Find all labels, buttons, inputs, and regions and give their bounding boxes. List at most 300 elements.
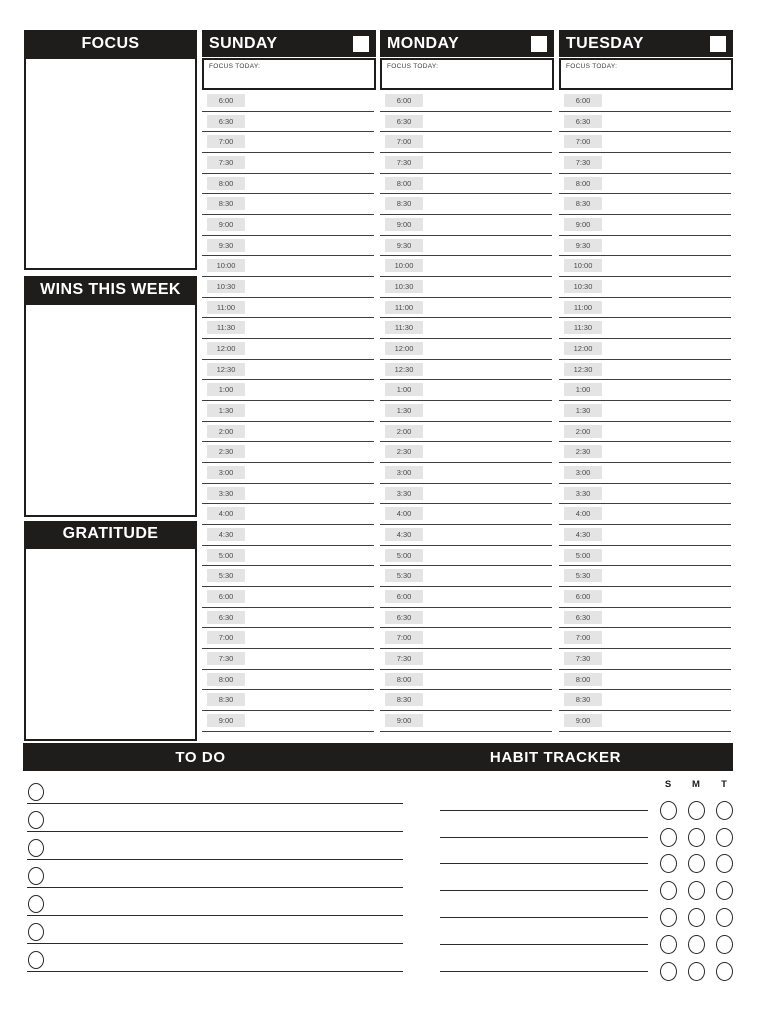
time-slot-line[interactable] bbox=[202, 317, 374, 318]
time-slot-line[interactable] bbox=[380, 586, 552, 587]
time-slot-line[interactable] bbox=[202, 152, 374, 153]
sunday-header bbox=[202, 30, 376, 57]
todo-checkbox-circle-icon[interactable] bbox=[28, 923, 44, 941]
time-slot-line[interactable] bbox=[559, 689, 731, 690]
time-slot-row bbox=[202, 485, 376, 506]
time-slot-line[interactable] bbox=[559, 379, 731, 380]
habit-row bbox=[440, 851, 738, 878]
time-slot-row bbox=[380, 671, 554, 692]
focus-section-title: FOCUS bbox=[81, 34, 140, 52]
focus-section-header bbox=[24, 30, 197, 57]
habit-entry-line[interactable] bbox=[440, 944, 648, 945]
sunday-title: SUNDAY bbox=[209, 34, 278, 52]
habit-checkbox-circle-icon[interactable] bbox=[688, 935, 705, 954]
time-label-chip: 1:30 bbox=[564, 404, 602, 417]
time-slot-line[interactable] bbox=[559, 173, 731, 174]
time-slot-row bbox=[380, 381, 554, 402]
habit-checkbox-circle-icon[interactable] bbox=[688, 962, 705, 981]
time-slot-row bbox=[559, 299, 733, 320]
time-slot-row bbox=[202, 216, 376, 237]
time-slot-row bbox=[202, 175, 376, 196]
time-slot-line[interactable] bbox=[559, 359, 731, 360]
habit-checkbox-circle-icon[interactable] bbox=[688, 881, 705, 900]
time-label-chip: 11:30 bbox=[385, 321, 423, 334]
time-slot-line[interactable] bbox=[380, 276, 552, 277]
time-slot-row bbox=[380, 195, 554, 216]
time-label-chip: 4:00 bbox=[564, 507, 602, 520]
time-label-chip: 1:00 bbox=[207, 383, 245, 396]
time-slot-line[interactable] bbox=[559, 111, 731, 112]
time-slot-row bbox=[202, 113, 376, 134]
habit-circle-slot bbox=[654, 935, 682, 954]
monday-schedule bbox=[380, 92, 554, 733]
time-slot-line[interactable] bbox=[380, 173, 552, 174]
tuesday-title: TUESDAY bbox=[566, 34, 644, 52]
time-slot-row bbox=[559, 464, 733, 485]
time-label-chip: 6:00 bbox=[564, 94, 602, 107]
time-slot-row bbox=[559, 526, 733, 547]
time-slot-row bbox=[559, 361, 733, 382]
time-slot-row bbox=[559, 609, 733, 630]
time-slot-line[interactable] bbox=[202, 462, 374, 463]
habit-row bbox=[440, 824, 738, 851]
time-slot-row bbox=[202, 650, 376, 671]
time-slot-row bbox=[202, 319, 376, 340]
time-slot-line[interactable] bbox=[559, 648, 731, 649]
time-slot-row bbox=[380, 133, 554, 154]
time-slot-row bbox=[380, 712, 554, 733]
todo-checkbox-circle-icon[interactable] bbox=[28, 839, 44, 857]
time-slot-line[interactable] bbox=[559, 483, 731, 484]
time-slot-line[interactable] bbox=[559, 565, 731, 566]
habit-circle-slot bbox=[710, 801, 738, 820]
time-label-chip: 12:00 bbox=[385, 342, 423, 355]
habit-day-letter: S bbox=[664, 778, 672, 790]
time-label-chip: 10:30 bbox=[207, 280, 245, 293]
time-slot-line[interactable] bbox=[202, 214, 374, 215]
time-label-chip: 7:30 bbox=[385, 156, 423, 169]
time-label-chip: 5:30 bbox=[564, 569, 602, 582]
time-label-chip: 2:00 bbox=[564, 425, 602, 438]
tuesday-checkbox-icon[interactable] bbox=[710, 36, 726, 52]
time-slot-line[interactable] bbox=[202, 669, 374, 670]
habit-checkbox-circle-icon[interactable] bbox=[716, 854, 733, 873]
time-slot-line[interactable] bbox=[380, 462, 552, 463]
time-label-chip: 1:00 bbox=[385, 383, 423, 396]
day-column-tuesday bbox=[559, 30, 733, 733]
time-slot-line[interactable] bbox=[202, 255, 374, 256]
time-label-chip: 8:00 bbox=[385, 673, 423, 686]
time-slot-line[interactable] bbox=[202, 193, 374, 194]
time-slot-line[interactable] bbox=[559, 297, 731, 298]
time-slot-line[interactable] bbox=[202, 111, 374, 112]
time-slot-row bbox=[202, 195, 376, 216]
time-slot-line[interactable] bbox=[202, 607, 374, 608]
time-label-chip: 2:00 bbox=[385, 425, 423, 438]
time-slot-row bbox=[202, 712, 376, 733]
time-slot-line[interactable] bbox=[380, 483, 552, 484]
habit-circle-slot bbox=[682, 908, 710, 927]
time-label-chip: 6:30 bbox=[385, 611, 423, 624]
time-label-chip: 6:00 bbox=[385, 94, 423, 107]
time-slot-line[interactable] bbox=[380, 338, 552, 339]
time-slot-row bbox=[380, 361, 554, 382]
focus-notes-area[interactable] bbox=[24, 57, 197, 270]
time-slot-line[interactable] bbox=[380, 689, 552, 690]
habit-checkbox-circle-icon[interactable] bbox=[716, 801, 733, 820]
time-label-chip: 9:30 bbox=[385, 239, 423, 252]
time-slot-line[interactable] bbox=[380, 627, 552, 628]
habit-circle-slot bbox=[654, 908, 682, 927]
monday-header bbox=[380, 30, 554, 57]
time-slot-line[interactable] bbox=[380, 317, 552, 318]
time-label-chip: 3:30 bbox=[564, 487, 602, 500]
habit-day-headers bbox=[440, 777, 738, 791]
time-slot-line[interactable] bbox=[559, 317, 731, 318]
habit-rows bbox=[440, 797, 738, 985]
time-slot-row bbox=[202, 505, 376, 526]
time-label-chip: 7:00 bbox=[385, 135, 423, 148]
habit-checkbox-circle-icon[interactable] bbox=[688, 908, 705, 927]
habit-checkbox-circle-icon[interactable] bbox=[660, 854, 677, 873]
time-label-chip: 8:00 bbox=[207, 673, 245, 686]
time-label-chip: 2:30 bbox=[207, 445, 245, 458]
todo-row bbox=[25, 888, 403, 916]
time-slot-line[interactable] bbox=[559, 545, 731, 546]
time-slot-row bbox=[380, 629, 554, 650]
todo-checkbox-circle-icon[interactable] bbox=[28, 811, 44, 829]
sunday-focus-today-field[interactable] bbox=[202, 58, 376, 90]
time-slot-line[interactable] bbox=[559, 441, 731, 442]
tuesday-focus-today-field[interactable] bbox=[559, 58, 733, 90]
time-slot-row bbox=[202, 567, 376, 588]
habit-checkbox-circle-icon[interactable] bbox=[660, 801, 677, 820]
time-label-chip: 8:00 bbox=[564, 177, 602, 190]
todo-list bbox=[25, 776, 403, 972]
tuesday-focus-today-label: FOCUS TODAY: bbox=[566, 63, 618, 70]
time-label-chip: 9:00 bbox=[207, 218, 245, 231]
habit-circle-slot bbox=[682, 935, 710, 954]
habit-circle-slot bbox=[654, 962, 682, 981]
todo-checkbox-circle-icon[interactable] bbox=[28, 895, 44, 913]
time-slot-row bbox=[202, 629, 376, 650]
habit-checkbox-circle-icon[interactable] bbox=[716, 962, 733, 981]
monday-focus-today-label: FOCUS TODAY: bbox=[387, 63, 439, 70]
habit-entry-line[interactable] bbox=[440, 971, 648, 972]
time-slot-line[interactable] bbox=[380, 379, 552, 380]
time-slot-line[interactable] bbox=[202, 235, 374, 236]
time-slot-line[interactable] bbox=[559, 503, 731, 504]
time-slot-line[interactable] bbox=[559, 131, 731, 132]
time-label-chip: 7:00 bbox=[564, 135, 602, 148]
time-slot-row bbox=[202, 671, 376, 692]
time-slot-line[interactable] bbox=[202, 689, 374, 690]
time-slot-line[interactable] bbox=[202, 276, 374, 277]
time-slot-line[interactable] bbox=[380, 421, 552, 422]
time-slot-line[interactable] bbox=[559, 524, 731, 525]
habit-checkbox-circle-icon[interactable] bbox=[660, 828, 677, 847]
time-slot-line[interactable] bbox=[380, 607, 552, 608]
time-slot-row bbox=[380, 278, 554, 299]
time-slot-row bbox=[380, 526, 554, 547]
time-slot-line[interactable] bbox=[380, 731, 552, 732]
time-label-chip: 10:30 bbox=[385, 280, 423, 293]
time-slot-row bbox=[380, 609, 554, 630]
wins-section-title: WINS THIS WEEK bbox=[40, 280, 181, 298]
habit-circle-slot bbox=[654, 854, 682, 873]
time-slot-line[interactable] bbox=[380, 235, 552, 236]
time-slot-line[interactable] bbox=[202, 359, 374, 360]
habit-day-letter: M bbox=[692, 778, 700, 790]
time-label-chip: 11:30 bbox=[564, 321, 602, 334]
time-slot-line[interactable] bbox=[559, 235, 731, 236]
time-slot-line[interactable] bbox=[559, 421, 731, 422]
time-slot-line[interactable] bbox=[202, 483, 374, 484]
todo-entry-line[interactable] bbox=[27, 971, 403, 972]
time-slot-line[interactable] bbox=[380, 565, 552, 566]
habit-circle-slot bbox=[710, 908, 738, 927]
todo-row bbox=[25, 916, 403, 944]
gratitude-notes-area[interactable] bbox=[24, 547, 197, 741]
time-label-chip: 8:30 bbox=[564, 197, 602, 210]
habit-tracker bbox=[440, 777, 738, 985]
time-label-chip: 9:00 bbox=[385, 714, 423, 727]
time-label-chip: 9:00 bbox=[385, 218, 423, 231]
time-slot-row bbox=[380, 464, 554, 485]
time-slot-line[interactable] bbox=[380, 648, 552, 649]
todo-checkbox-circle-icon[interactable] bbox=[28, 783, 44, 801]
time-slot-row bbox=[202, 464, 376, 485]
time-slot-row bbox=[559, 278, 733, 299]
habit-checkbox-circle-icon[interactable] bbox=[716, 908, 733, 927]
time-label-chip: 3:00 bbox=[385, 466, 423, 479]
time-label-chip: 4:00 bbox=[207, 507, 245, 520]
time-slot-line[interactable] bbox=[202, 586, 374, 587]
time-slot-row bbox=[559, 691, 733, 712]
time-slot-line[interactable] bbox=[380, 503, 552, 504]
time-slot-row bbox=[202, 423, 376, 444]
monday-checkbox-icon[interactable] bbox=[531, 36, 547, 52]
time-slot-row bbox=[559, 195, 733, 216]
habit-circle-slot bbox=[682, 828, 710, 847]
time-slot-row bbox=[202, 299, 376, 320]
habit-checkbox-circle-icon[interactable] bbox=[660, 962, 677, 981]
time-slot-line[interactable] bbox=[380, 710, 552, 711]
habit-entry-line[interactable] bbox=[440, 863, 648, 864]
time-slot-row bbox=[559, 340, 733, 361]
time-slot-line[interactable] bbox=[559, 627, 731, 628]
time-slot-line[interactable] bbox=[380, 152, 552, 153]
time-label-chip: 12:30 bbox=[385, 363, 423, 376]
habit-circle-slot bbox=[710, 828, 738, 847]
time-label-chip: 11:00 bbox=[385, 301, 423, 314]
time-label-chip: 6:00 bbox=[385, 590, 423, 603]
time-slot-line[interactable] bbox=[202, 524, 374, 525]
time-slot-line[interactable] bbox=[559, 669, 731, 670]
time-label-chip: 4:30 bbox=[564, 528, 602, 541]
time-slot-row bbox=[202, 340, 376, 361]
bottom-section-header bbox=[23, 743, 733, 771]
time-slot-line[interactable] bbox=[380, 131, 552, 132]
habit-entry-line[interactable] bbox=[440, 810, 648, 811]
time-slot-row bbox=[380, 547, 554, 568]
time-slot-row bbox=[380, 257, 554, 278]
time-slot-line[interactable] bbox=[380, 400, 552, 401]
time-slot-line[interactable] bbox=[380, 359, 552, 360]
time-slot-line[interactable] bbox=[202, 421, 374, 422]
time-label-chip: 5:00 bbox=[207, 549, 245, 562]
time-label-chip: 9:30 bbox=[564, 239, 602, 252]
habit-checkbox-circle-icon[interactable] bbox=[688, 828, 705, 847]
habit-circle-slot bbox=[654, 828, 682, 847]
time-slot-line[interactable] bbox=[559, 276, 731, 277]
time-slot-row bbox=[202, 381, 376, 402]
habit-entry-line[interactable] bbox=[440, 837, 648, 838]
todo-checkbox-circle-icon[interactable] bbox=[28, 867, 44, 885]
sidebar bbox=[24, 30, 197, 741]
time-slot-row bbox=[559, 257, 733, 278]
time-slot-row bbox=[559, 588, 733, 609]
time-label-chip: 6:30 bbox=[385, 115, 423, 128]
habit-entry-line[interactable] bbox=[440, 890, 648, 891]
time-slot-line[interactable] bbox=[380, 441, 552, 442]
time-slot-line[interactable] bbox=[202, 379, 374, 380]
time-slot-line[interactable] bbox=[380, 255, 552, 256]
time-slot-line[interactable] bbox=[202, 627, 374, 628]
time-slot-line[interactable] bbox=[202, 731, 374, 732]
habit-checkbox-circle-icon[interactable] bbox=[660, 908, 677, 927]
time-slot-row bbox=[380, 423, 554, 444]
time-slot-line[interactable] bbox=[380, 297, 552, 298]
habit-circle-slot bbox=[654, 801, 682, 820]
time-label-chip: 6:30 bbox=[207, 115, 245, 128]
tuesday-header bbox=[559, 30, 733, 57]
time-slot-row bbox=[380, 92, 554, 113]
time-slot-line[interactable] bbox=[202, 173, 374, 174]
time-slot-line[interactable] bbox=[202, 565, 374, 566]
time-slot-row bbox=[380, 505, 554, 526]
time-slot-line[interactable] bbox=[202, 131, 374, 132]
monday-focus-today-field[interactable] bbox=[380, 58, 554, 90]
time-label-chip: 6:30 bbox=[564, 115, 602, 128]
wins-notes-area[interactable] bbox=[24, 303, 197, 517]
time-label-chip: 2:30 bbox=[385, 445, 423, 458]
time-slot-row bbox=[202, 609, 376, 630]
time-slot-row bbox=[559, 485, 733, 506]
time-label-chip: 7:30 bbox=[564, 156, 602, 169]
time-slot-line[interactable] bbox=[202, 503, 374, 504]
habit-circle-slot bbox=[710, 935, 738, 954]
time-label-chip: 7:30 bbox=[385, 652, 423, 665]
time-slot-line[interactable] bbox=[559, 338, 731, 339]
time-slot-line[interactable] bbox=[559, 152, 731, 153]
time-label-chip: 1:30 bbox=[385, 404, 423, 417]
time-slot-row bbox=[202, 443, 376, 464]
habit-checkbox-circle-icon[interactable] bbox=[660, 881, 677, 900]
time-slot-row bbox=[202, 278, 376, 299]
time-label-chip: 6:30 bbox=[564, 611, 602, 624]
time-slot-line[interactable] bbox=[559, 462, 731, 463]
time-slot-line[interactable] bbox=[380, 214, 552, 215]
gratitude-section-header bbox=[24, 521, 197, 547]
time-slot-line[interactable] bbox=[380, 669, 552, 670]
time-slot-line[interactable] bbox=[202, 338, 374, 339]
time-slot-row bbox=[202, 402, 376, 423]
time-label-chip: 8:30 bbox=[564, 693, 602, 706]
habit-day-letter: T bbox=[721, 778, 727, 790]
time-slot-row bbox=[559, 443, 733, 464]
time-label-chip: 6:00 bbox=[207, 94, 245, 107]
time-label-chip: 12:30 bbox=[207, 363, 245, 376]
time-slot-line[interactable] bbox=[559, 710, 731, 711]
time-slot-row bbox=[559, 629, 733, 650]
habit-checkbox-circle-icon[interactable] bbox=[716, 881, 733, 900]
time-slot-line[interactable] bbox=[202, 400, 374, 401]
time-slot-line[interactable] bbox=[202, 441, 374, 442]
todo-row bbox=[25, 804, 403, 832]
habit-checkbox-circle-icon[interactable] bbox=[660, 935, 677, 954]
time-slot-line[interactable] bbox=[202, 648, 374, 649]
sunday-schedule bbox=[202, 92, 376, 733]
time-slot-row bbox=[202, 257, 376, 278]
habit-entry-line[interactable] bbox=[440, 917, 648, 918]
time-slot-line[interactable] bbox=[202, 710, 374, 711]
time-label-chip: 10:00 bbox=[564, 259, 602, 272]
time-slot-row bbox=[202, 691, 376, 712]
time-label-chip: 7:00 bbox=[207, 631, 245, 644]
todo-row bbox=[25, 944, 403, 972]
time-slot-line[interactable] bbox=[559, 193, 731, 194]
time-slot-line[interactable] bbox=[380, 545, 552, 546]
time-slot-line[interactable] bbox=[559, 731, 731, 732]
time-slot-line[interactable] bbox=[202, 545, 374, 546]
habit-circle-slot bbox=[710, 854, 738, 873]
time-slot-line[interactable] bbox=[559, 607, 731, 608]
time-slot-line[interactable] bbox=[380, 193, 552, 194]
time-slot-row bbox=[380, 485, 554, 506]
habit-checkbox-circle-icon[interactable] bbox=[716, 935, 733, 954]
time-label-chip: 5:00 bbox=[385, 549, 423, 562]
time-label-chip: 2:00 bbox=[207, 425, 245, 438]
habit-checkbox-circle-icon[interactable] bbox=[688, 801, 705, 820]
time-slot-row bbox=[559, 650, 733, 671]
time-slot-line[interactable] bbox=[559, 255, 731, 256]
time-label-chip: 3:30 bbox=[385, 487, 423, 500]
habit-checkbox-circle-icon[interactable] bbox=[716, 828, 733, 847]
time-slot-line[interactable] bbox=[559, 400, 731, 401]
gratitude-section-title: GRATITUDE bbox=[62, 525, 159, 542]
time-slot-row bbox=[559, 671, 733, 692]
time-slot-line[interactable] bbox=[559, 586, 731, 587]
habit-circle-slot bbox=[682, 854, 710, 873]
habit-checkbox-circle-icon[interactable] bbox=[688, 854, 705, 873]
time-slot-line[interactable] bbox=[202, 297, 374, 298]
todo-checkbox-circle-icon[interactable] bbox=[28, 951, 44, 969]
time-label-chip: 9:00 bbox=[564, 714, 602, 727]
time-label-chip: 5:30 bbox=[385, 569, 423, 582]
habit-circle-slot bbox=[710, 881, 738, 900]
time-label-chip: 12:00 bbox=[207, 342, 245, 355]
time-label-chip: 12:30 bbox=[564, 363, 602, 376]
time-label-chip: 8:30 bbox=[385, 693, 423, 706]
time-slot-row bbox=[559, 133, 733, 154]
time-label-chip: 9:30 bbox=[207, 239, 245, 252]
sunday-checkbox-icon[interactable] bbox=[353, 36, 369, 52]
time-label-chip: 11:00 bbox=[564, 301, 602, 314]
time-slot-line[interactable] bbox=[380, 111, 552, 112]
time-slot-line[interactable] bbox=[380, 524, 552, 525]
time-slot-line[interactable] bbox=[559, 214, 731, 215]
